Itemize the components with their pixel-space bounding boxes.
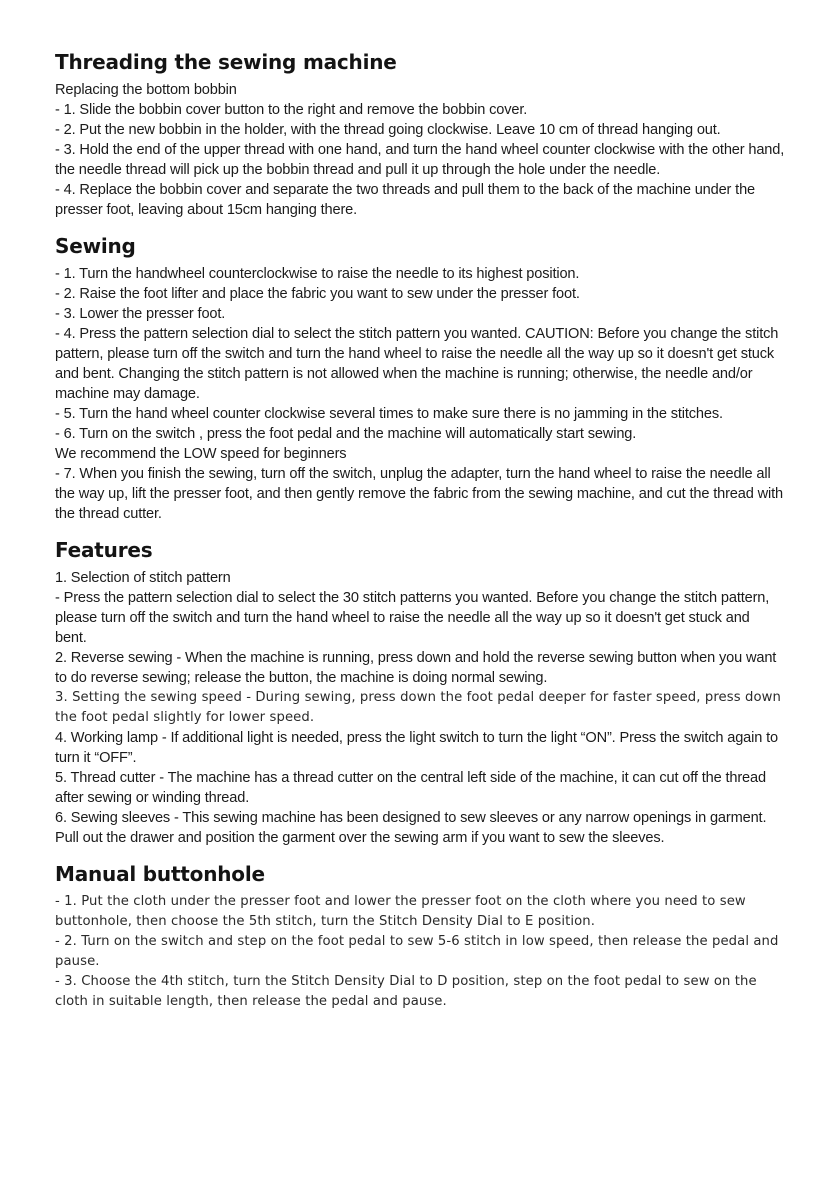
feature-3: 3. Setting the sewing speed - During sewing, press down the foot pedal deeper for faster speed, press down the foot pedal slightly for lower speed.: [55, 690, 781, 725]
document-page: [55, 48, 785, 1012]
section-title-features: Features: [55, 538, 153, 562]
section-threading: [55, 48, 785, 220]
feature-4: 4. Working lamp - If additional light is needed, press the light switch to turn the light “ON”. Press the switch again to turn it “OFF”.: [55, 730, 778, 766]
sewing-recommendation: We recommend the LOW speed for beginners: [55, 446, 347, 462]
sewing-step-3: - 3. Lower the presser foot.: [55, 306, 226, 322]
sewing-step-7: - 7. When you finish the sewing, turn off the switch, unplug the adapter, turn the hand wheel to raise the needle all the way up, lift the presser foot, and then gently remove the fabric from the sewing machine, and cut the thread with the thread cutter.: [55, 466, 783, 522]
sewing-step-4: - 4. Press the pattern selection dial to select the stitch pattern you wanted. CAUTION: Before you change the stitch pattern, please turn off the switch and turn the hand wheel to raise the needle all the way up so it doesn't get stuck and bent. Changing the stitch pattern is not allowed when the machine is running; otherwise, the needle and/or machine may damage.: [55, 326, 779, 402]
feature-1-title: 1. Selection of stitch pattern: [55, 570, 231, 586]
sewing-step-1: - 1. Turn the handwheel counterclockwise to raise the needle to its highest position.: [55, 266, 580, 282]
feature-5: 5. Thread cutter - The machine has a thread cutter on the central left side of the machine, it can cut off the thread after sewing or winding thread.: [55, 770, 766, 806]
section-manual-buttonhole: [55, 860, 785, 1012]
section-title-sewing: Sewing: [55, 234, 136, 258]
threading-subheading: Replacing the bottom bobbin: [55, 82, 237, 98]
feature-2: 2. Reverse sewing - When the machine is running, press down and hold the reverse sewing button when you want to do reverse sewing; release the button, the machine is doing normal sewing.: [55, 650, 777, 686]
threading-step-4: - 4. Replace the bobbin cover and separate the two threads and pull them to the back of the machine under the presser foot, leaving about 15cm hanging there.: [55, 182, 756, 218]
sewing-step-2: - 2. Raise the foot lifter and place the fabric you want to sew under the presser foot.: [55, 286, 580, 302]
section-sewing: [55, 232, 785, 524]
section-features: [55, 536, 785, 848]
threading-step-1: - 1. Slide the bobbin cover button to the right and remove the bobbin cover.: [55, 102, 528, 118]
section-title-buttonhole: Manual buttonhole: [55, 862, 265, 886]
threading-step-3: - 3. Hold the end of the upper thread with one hand, and turn the hand wheel counter clockwise with the other hand, the needle thread will pick up the bobbin thread and pull it up through the hole under the needle.: [55, 142, 785, 178]
buttonhole-step-3: - 3. Choose the 4th stitch, turn the Stitch Density Dial to D position, step on the foot pedal to sew on the cloth in suitable length, then release the pedal and pause.: [55, 974, 757, 1009]
buttonhole-step-2: - 2. Turn on the switch and step on the foot pedal to sew 5-6 stitch in low speed, then release the pedal and pause.: [55, 934, 779, 969]
sewing-step-5: - 5. Turn the hand wheel counter clockwise several times to make sure there is no jamming in the stitches.: [55, 406, 723, 422]
threading-step-2: - 2. Put the new bobbin in the holder, with the thread going clockwise. Leave 10 cm of thread hanging out.: [55, 122, 721, 138]
buttonhole-step-1: - 1. Put the cloth under the presser foot and lower the presser foot on the cloth where you need to sew buttonhole, then choose the 5th stitch, turn the Stitch Density Dial to E position.: [55, 894, 746, 929]
section-title-threading: Threading the sewing machine: [55, 50, 397, 74]
feature-6: 6. Sewing sleeves - This sewing machine has been designed to sew sleeves or any narrow openings in garment. Pull out the drawer and position the garment over the sewing arm if you want to sew the sleeves.: [55, 810, 767, 846]
feature-1-text: - Press the pattern selection dial to select the 30 stitch patterns you wanted. Before you change the stitch pattern, please turn off the switch and turn the hand wheel to raise the needle all the way up so it doesn't get stuck and bent.: [55, 590, 770, 646]
sewing-step-6: - 6. Turn on the switch , press the foot pedal and the machine will automatically start sewing.: [55, 426, 637, 442]
